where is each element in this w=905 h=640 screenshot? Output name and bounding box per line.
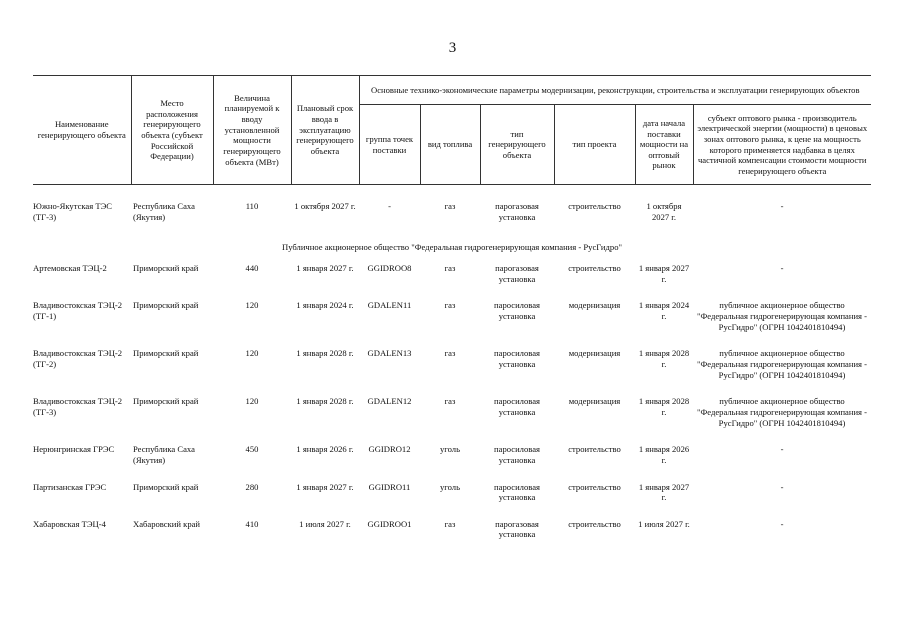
cell-gtp: GDALEN12	[367, 396, 412, 407]
cell-name: Артемовская ТЭЦ-2	[33, 262, 107, 273]
header-gtp: группа точек поставки	[359, 105, 420, 185]
cell-date: 1 января 2028 г.	[296, 396, 354, 407]
header-project-type: тип проекта	[554, 105, 635, 185]
cell-location: Приморский край	[133, 348, 199, 359]
cell-capacity: 110	[245, 201, 259, 211]
cell-project: модернизация	[568, 396, 621, 407]
cell-capacity: 120	[245, 300, 259, 311]
table-row	[33, 393, 871, 428]
cell-location: Хабаровский край	[133, 518, 201, 529]
cell-subject: -	[780, 518, 784, 529]
cell-name: Владивостокская ТЭЦ-2 (ТГ-1)	[33, 300, 123, 321]
cell-gtp: GGIDROO1	[367, 518, 412, 529]
cell-name: Владивостокская ТЭЦ-2 (ТГ-2)	[33, 348, 123, 369]
cell-date: 1 января 2024 г.	[296, 300, 354, 311]
cell-capacity: 450	[245, 444, 259, 455]
generation-objects-table	[33, 75, 871, 540]
header-planned-date: Плановый срок ввода в эксплуатацию генерирующего объекта	[291, 76, 359, 185]
table-row	[33, 479, 871, 503]
cell-type: парогазовая установка	[495, 518, 539, 540]
cell-location: Приморский край	[133, 481, 199, 492]
cell-project: модернизация	[568, 348, 621, 359]
cell-date: 1 января 2027 г.	[296, 481, 354, 492]
cell-type: паросиловая установка	[494, 300, 540, 321]
cell-location: Приморский край	[133, 396, 199, 407]
cell-capacity: 410	[245, 518, 259, 529]
cell-start: 1 октября 2027 г.	[646, 201, 682, 222]
header-market-subject: субъект оптового рынка - производитель электрической энергии (мощности) в ценовых зонах оптового рынка, к цене на мощность которого применяется надбавка в целях частичной компенсации стоимости мощности генерирующего объекта	[693, 105, 871, 185]
header-supply-start: дата начала поставки мощности на оптовый рынок	[635, 105, 693, 185]
cell-date: 1 января 2028 г.	[296, 348, 354, 359]
cell-start: 1 января 2024 г.	[638, 300, 690, 321]
cell-fuel: уголь	[440, 444, 460, 455]
cell-location: Республика Саха (Якутия)	[133, 444, 195, 465]
header-params-group: Основные технико-экономические параметры модернизации, реконструкции, строительства и эксплуатации генерирующих объектов	[359, 76, 871, 105]
cell-fuel: газ	[444, 396, 456, 407]
cell-type: парогазовая установка	[495, 201, 539, 222]
cell-gtp: GDALEN11	[367, 300, 412, 311]
cell-type: паросиловая установка	[494, 396, 540, 417]
header-capacity: Величина планируемой к вводу установленной мощности генерирующего объекта (МВт)	[213, 76, 291, 185]
table-row	[33, 260, 871, 284]
org-heading: Публичное акционерное общество "Федеральная гидрогенерирующая компания - РусГидро"	[282, 242, 622, 253]
cell-name: Хабаровская ТЭЦ-4	[33, 518, 106, 529]
cell-gtp: GGIDRO11	[368, 481, 411, 492]
header-fuel: вид топлива	[420, 105, 480, 185]
table-row	[33, 441, 871, 465]
cell-subject: публичное акционерное общество "Федеральная гидрогенерирующая компания - РусГидро" (ОГРН 1042401810494)	[696, 300, 868, 332]
table-body-before	[33, 185, 871, 223]
cell-subject: публичное акционерное общество "Федеральная гидрогенерирующая компания - РусГидро" (ОГРН 1042401810494)	[696, 348, 868, 380]
cell-capacity: 120	[245, 348, 259, 359]
cell-name: Нерюнгринская ГРЭС	[33, 444, 115, 455]
table-body-after	[33, 260, 871, 540]
cell-start: 1 января 2028 г.	[638, 396, 690, 417]
cell-start: 1 января 2027 г.	[638, 481, 690, 503]
cell-gtp: GGIDRO12	[368, 444, 411, 455]
cell-gtp: -	[388, 201, 391, 211]
cell-name: Партизанская ГРЭС	[33, 481, 107, 492]
cell-project: строительство	[568, 201, 621, 211]
cell-project: строительство	[568, 518, 621, 529]
cell-fuel: газ	[444, 262, 456, 273]
cell-project: модернизация	[568, 300, 621, 311]
cell-date: 1 октября 2027 г.	[294, 201, 356, 211]
cell-fuel: газ	[444, 518, 456, 529]
cell-subject: -	[780, 262, 784, 273]
cell-start: 1 января 2027 г.	[638, 262, 690, 284]
cell-fuel: газ	[444, 300, 456, 311]
cell-date: 1 января 2027 г.	[296, 262, 354, 273]
cell-capacity: 280	[245, 481, 259, 492]
cell-gtp: GGIDROO8	[367, 262, 412, 273]
cell-location: Приморский край	[133, 262, 199, 273]
cell-fuel: газ	[444, 201, 456, 211]
cell-subject: -	[780, 481, 784, 492]
cell-capacity: 120	[245, 396, 259, 407]
cell-type: парогазовая установка	[495, 262, 539, 284]
cell-project: строительство	[568, 262, 621, 273]
header-name: Наименование генерирующего объекта	[33, 76, 131, 185]
table-row	[33, 297, 871, 332]
cell-location: Республика Саха (Якутия)	[133, 201, 195, 222]
cell-type: паросиловая установка	[494, 444, 540, 465]
cell-start: 1 января 2028 г.	[638, 348, 690, 369]
cell-date: 1 июля 2027 г.	[299, 518, 351, 529]
cell-date: 1 января 2026 г.	[296, 444, 354, 455]
cell-fuel: уголь	[440, 481, 460, 492]
cell-name: Владивостокская ТЭЦ-2 (ТГ-3)	[33, 396, 123, 417]
cell-capacity: 440	[245, 262, 259, 273]
table-row	[33, 345, 871, 380]
cell-name: Южно-Якутская ТЭС (ТГ-3)	[33, 201, 113, 222]
cell-subject: -	[780, 444, 784, 455]
header-location: Место расположения генерирующего объекта (субъект Российской Федерации)	[131, 76, 213, 185]
cell-start: 1 января 2026 г.	[638, 444, 690, 465]
cell-subject: публичное акционерное общество "Федеральная гидрогенерирующая компания - РусГидро" (ОГРН 1042401810494)	[696, 396, 868, 428]
cell-project: строительство	[568, 444, 621, 455]
page-number: 3	[448, 40, 457, 56]
cell-type: паросиловая установка	[494, 481, 540, 503]
table-row	[33, 198, 871, 222]
cell-type: паросиловая установка	[494, 348, 540, 369]
table-row	[33, 516, 871, 540]
cell-project: строительство	[568, 481, 621, 492]
cell-gtp: GDALEN13	[367, 348, 412, 359]
cell-location: Приморский край	[133, 300, 199, 311]
cell-start: 1 июля 2027 г.	[638, 518, 690, 529]
cell-subject: -	[780, 201, 784, 211]
cell-fuel: газ	[444, 348, 456, 359]
header-object-type: тип генерирующего объекта	[480, 105, 554, 185]
